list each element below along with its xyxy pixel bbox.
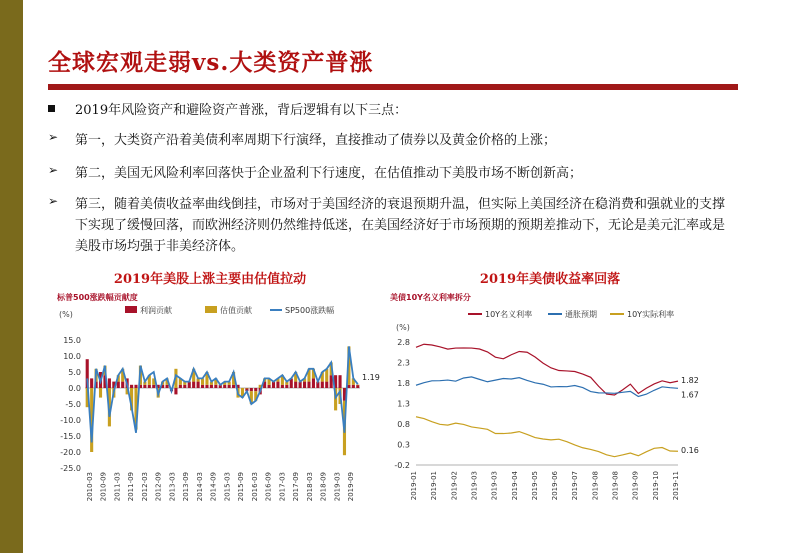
chart2-xtick-label: 2019-05 — [530, 471, 539, 501]
chart2-ytick-label: 0.3 — [397, 440, 410, 450]
chart1-bar — [356, 385, 359, 386]
chart1-xtick-label: 2010-03 — [85, 472, 94, 502]
chart1-bar — [108, 378, 111, 388]
chart2-end-label: 0.16 — [681, 446, 699, 456]
chart2-xtick-label: 2019-01 — [410, 471, 418, 501]
chart1-bar — [183, 385, 186, 388]
chart1-xtick-label: 2019-03 — [333, 472, 342, 502]
chart1-bar — [254, 388, 257, 391]
chart1-bar — [214, 385, 217, 388]
chart2-xtick-label: 2019-03 — [490, 471, 499, 501]
chart1-ylabel: (%) — [59, 310, 73, 319]
chart2-xtick-label: 2019-02 — [450, 471, 459, 501]
chart1-bar — [312, 378, 315, 388]
chart1-xtick-label: 2014-03 — [195, 472, 204, 502]
chart1-ytick-label: 0.0 — [68, 384, 81, 393]
chart1-bar — [245, 388, 248, 389]
chart1-bar — [210, 385, 213, 388]
chart2-ytick-label: 0.8 — [397, 420, 410, 429]
chart1-ytick-label: -15.0 — [60, 432, 81, 441]
chart1-bar — [268, 385, 271, 388]
arrow-bullet-icon: ➢ — [48, 163, 59, 177]
chart2-legend-label: 10Y实际利率 — [627, 310, 675, 319]
chart2-xtick-label: 2019-11 — [672, 471, 680, 501]
chart1-legend-swatch — [125, 306, 137, 313]
chart1-bar — [188, 382, 191, 388]
chart1-xtick-label: 2019-09 — [347, 472, 356, 502]
arrow-bullet-icon: ➢ — [48, 130, 59, 144]
chart1-xtick-label: 2012-03 — [140, 472, 149, 502]
chart2-ylabel: (%) — [396, 323, 410, 332]
chart1-bar — [130, 385, 133, 388]
chart2-ytick-label: -0.2 — [394, 461, 410, 470]
chart1-svg — [55, 290, 380, 545]
chart2-title: 2019年美债收益率回落 — [479, 272, 621, 287]
chart2-subtitle: 美债10Y名义利率拆分 — [390, 293, 471, 302]
chart1-xtick-label: 2014-09 — [209, 472, 218, 502]
chart1-ytick-label: -5.0 — [65, 400, 81, 409]
chart2-xtick-label: 2019-03 — [470, 471, 479, 501]
chart1-bar — [134, 385, 137, 388]
chart1-xtick-label: 2018-09 — [319, 472, 328, 502]
chart1-legend-label: SP500涨跌幅 — [285, 306, 335, 315]
chart1-bar — [303, 382, 306, 388]
sidebar-bar — [0, 0, 23, 553]
chart2-line — [416, 417, 678, 457]
chart1-bar — [232, 385, 235, 388]
chart1-xtick-label: 2016-09 — [264, 472, 273, 502]
chart1-bar — [307, 382, 310, 388]
chart2-ytick-label: 2.8 — [397, 338, 410, 347]
chart2-xtick-label: 2019-10 — [651, 471, 660, 501]
chart1-bar — [201, 378, 204, 384]
point-3-text: 第三，随着美债收益率曲线倒挂，市场对于美国经济的衰退预期升温，但实际上美国经济在稳消费和强就业的支撑下实现了缓慢回落，而欧洲经济则仍然维持低迷，在美国经济好于市场预期的预期差推动下，无论是美元汇率或是美股市场均强于非美经济体。 — [75, 197, 726, 254]
chart2-ytick-label: 1.8 — [397, 379, 410, 388]
chart2-end-label: 1.67 — [681, 390, 699, 400]
chart1-bar — [352, 385, 355, 388]
chart1-bar — [117, 382, 120, 388]
point-2 — [48, 163, 748, 183]
chart1-xtick-label: 2011-03 — [113, 472, 122, 502]
chart1-ytick-label: -10.0 — [60, 416, 81, 425]
intro-bullet — [48, 100, 748, 120]
chart1-xtick-label: 2011-09 — [127, 472, 136, 502]
chart2-xtick-label: 2019-09 — [631, 471, 640, 501]
chart1-bar — [192, 382, 195, 388]
chart1-legend-label: 利润贡献 — [140, 306, 172, 315]
point-1 — [48, 130, 748, 150]
chart1-bar — [228, 385, 231, 388]
chart2-xtick-label: 2019-08 — [591, 471, 600, 501]
chart2-ytick-label: 2.3 — [397, 358, 410, 368]
chart1-ytick-label: 15.0 — [63, 336, 81, 345]
arrow-bullet-icon: ➢ — [48, 194, 59, 208]
chart1-legend-swatch — [205, 306, 217, 313]
chart2-line — [416, 344, 678, 395]
chart2-xtick-label: 2019-01 — [430, 471, 439, 501]
chart1-ytick-label: -20.0 — [60, 448, 81, 457]
chart1-bar — [197, 382, 200, 388]
chart1-xtick-label: 2015-03 — [223, 472, 232, 502]
chart1-legend-label: 估值贡献 — [220, 306, 252, 315]
chart1-xtick-label: 2012-09 — [154, 472, 163, 502]
chart1-bar — [285, 385, 288, 388]
chart2-svg — [388, 290, 718, 545]
chart1-bar — [223, 385, 226, 388]
chart1-bar — [276, 382, 279, 388]
chart1-bar — [166, 385, 169, 388]
title-rule — [48, 84, 738, 90]
point-1-text: 第一，大类资产沿着美债利率周期下行演绎，直接推动了债券以及黄金价格的上涨； — [75, 133, 557, 148]
chart1-bar — [179, 385, 182, 388]
chart1-bar — [99, 388, 102, 398]
chart1-bar — [90, 378, 93, 388]
chart1-xtick-label: 2015-09 — [237, 472, 246, 502]
chart2-legend-label: 10Y名义利率 — [485, 310, 533, 319]
chart1-xtick-label: 2016-03 — [250, 472, 259, 502]
slide-title: 全球宏观走弱vs.大类资产普涨 — [48, 49, 374, 76]
chart1-bar — [121, 382, 124, 388]
chart2-ytick-label: 1.3 — [397, 399, 410, 409]
chart1-bar — [347, 385, 350, 388]
chart1-bar — [205, 385, 208, 388]
chart1-bar — [250, 388, 253, 391]
chart1-bar — [174, 388, 177, 394]
chart1-xtick-label: 2010-09 — [99, 472, 108, 502]
chart1-xtick-label: 2017-09 — [292, 472, 301, 502]
chart1-subtitle: 标普500涨跌幅贡献度 — [57, 293, 138, 302]
chart1-bar — [201, 385, 204, 388]
chart1-xtick-label: 2018-03 — [305, 472, 314, 502]
chart1-xtick-label: 2017-03 — [278, 472, 287, 502]
chart1-end-label: 1.19 — [362, 373, 380, 383]
point-2-text: 第二，美国无风险利率回落快于企业盈利下行速度，在估值推动下美股市场不断创新高； — [75, 166, 583, 181]
chart1-bar — [294, 382, 297, 388]
square-bullet-icon — [48, 105, 55, 112]
intro-text: 2019年风险资产和避险资产普涨，背后逻辑有以下三点： — [75, 103, 408, 118]
chart1-xtick-label: 2013-03 — [168, 472, 177, 502]
chart1-ytick-label: 5.0 — [68, 368, 81, 377]
chart1-bar — [338, 375, 341, 388]
chart1-ytick-label: 10.0 — [63, 352, 81, 361]
chart1-bar — [152, 385, 155, 388]
chart2-xtick-label: 2019-04 — [510, 471, 519, 501]
chart1-xtick-label: 2013-09 — [182, 472, 191, 502]
point-3 — [48, 194, 748, 258]
chart2-legend-label: 通胀预期 — [565, 310, 597, 319]
chart1-ytick-label: -25.0 — [60, 464, 81, 473]
chart1-title: 2019年美股上涨主要由估值拉动 — [113, 272, 307, 287]
chart1-bar — [325, 369, 328, 382]
chart1-bar — [148, 385, 151, 388]
chart1-bar — [325, 382, 328, 388]
chart2-xtick-label: 2019-07 — [571, 471, 580, 501]
chart1-bar — [281, 385, 284, 388]
chart1-bar — [143, 385, 146, 388]
chart2-xtick-label: 2019-06 — [551, 471, 560, 501]
chart1-bar — [321, 382, 324, 388]
chart2-xtick-label: 2019-08 — [611, 471, 620, 501]
chart2-end-label: 1.82 — [681, 376, 699, 386]
